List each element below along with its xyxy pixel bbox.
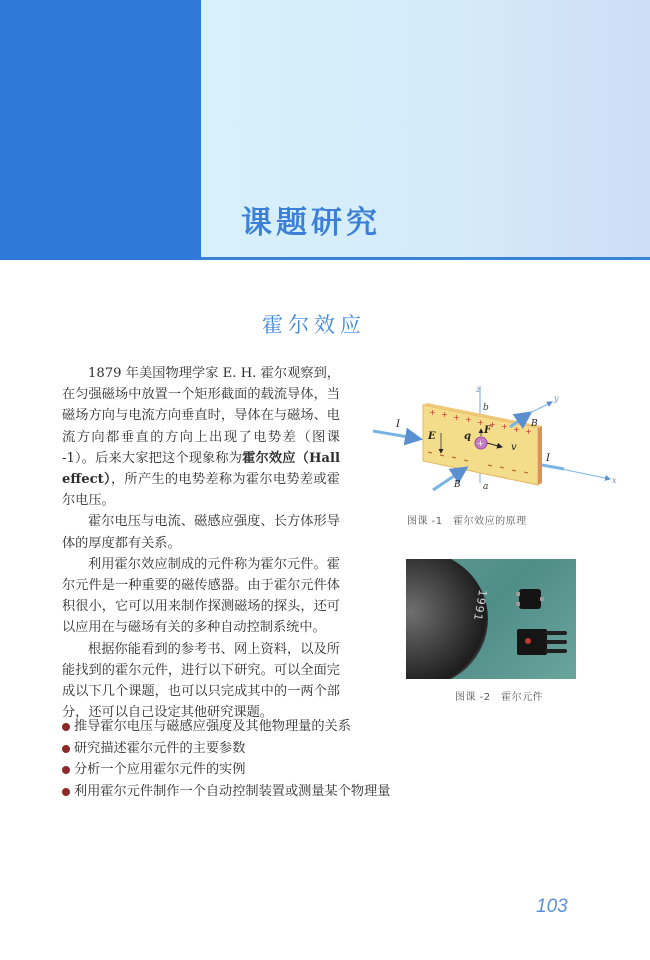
y-axis bbox=[530, 402, 552, 413]
field-front-arrow bbox=[433, 468, 466, 490]
hall-element-large bbox=[517, 629, 547, 655]
label-E: E bbox=[428, 431, 436, 442]
header-left-panel bbox=[0, 0, 201, 260]
list-item bbox=[60, 759, 391, 781]
current-in-arrow bbox=[373, 431, 420, 439]
paragraph-1-tail: ，所产生的电势差称为霍尔电势差或霍尔电压。 bbox=[62, 472, 340, 509]
intro-text-block bbox=[62, 363, 340, 723]
research-topics-list bbox=[60, 716, 391, 802]
svg-text:+: + bbox=[453, 413, 460, 422]
list-item-text: 利用霍尔元件制作一个自动控制装置或测量某个物理量 bbox=[74, 783, 391, 799]
svg-text:+: + bbox=[525, 427, 532, 436]
label-a: a bbox=[483, 482, 489, 492]
svg-text:+: + bbox=[441, 410, 448, 419]
label-I-in: I bbox=[396, 419, 400, 430]
list-item-text: 研究描述霍尔元件的主要参数 bbox=[74, 740, 246, 756]
pin bbox=[545, 640, 567, 644]
list-item-text: 分析一个应用霍尔元件的实例 bbox=[74, 762, 246, 778]
header-divider bbox=[201, 257, 650, 260]
svg-text:+: + bbox=[501, 422, 508, 431]
svg-text:+: + bbox=[477, 439, 484, 448]
svg-text:+: + bbox=[477, 418, 484, 427]
label-I-out: I bbox=[546, 453, 550, 464]
chapter-title: 课题研究 bbox=[241, 205, 381, 241]
figure-1-caption: 图课 -1 霍尔效应的原理 bbox=[407, 516, 527, 527]
list-item bbox=[60, 781, 391, 803]
svg-text:+: + bbox=[465, 415, 472, 424]
label-q: q bbox=[464, 431, 471, 442]
bullet-icon bbox=[62, 723, 70, 731]
paragraph-1-text: 1879 年美国物理学家 E. H. 霍尔观察到，在匀强磁场中放置一个矩形截面的载流导体，当磁场方向与电流方向垂直时，导体在与磁场、电流方向都垂直的方向上出现了电势差（图课 -1）。后来大家把这个现象称为 bbox=[62, 366, 340, 466]
chapter-header-band bbox=[0, 0, 650, 258]
svg-text:+: + bbox=[489, 420, 496, 429]
slab-edge bbox=[538, 426, 542, 485]
section-title: 霍尔效应 bbox=[262, 313, 366, 337]
svg-text:+: + bbox=[429, 408, 436, 417]
bullet-icon bbox=[62, 766, 70, 774]
paragraph-1 bbox=[62, 363, 340, 511]
label-B-back: B bbox=[531, 419, 538, 429]
svg-text:+: + bbox=[513, 425, 520, 434]
hall-element-photo bbox=[406, 559, 576, 679]
label-b: b bbox=[483, 403, 489, 413]
label-y: y bbox=[554, 394, 559, 403]
bullet-icon bbox=[62, 745, 70, 753]
hall-effect-term: 霍尔效应（Hall effect） bbox=[62, 450, 340, 488]
label-v: v bbox=[511, 442, 517, 453]
hall-element-small bbox=[519, 589, 541, 609]
page-number: 103 bbox=[536, 896, 568, 917]
label-B-front: B bbox=[454, 480, 461, 490]
marker-dot bbox=[525, 638, 531, 644]
paragraph-4: 根据你能看到的参考书、网上资料，以及所能找到的霍尔元件，进行以下研究。可以全面完成以下几个课题，也可以只完成其中的一两个部分，还可以自己设定其他研究课题。 bbox=[62, 641, 340, 721]
label-z: z bbox=[476, 385, 481, 394]
figure-2-caption: 图课 -2 霍尔元件 bbox=[455, 692, 544, 703]
list-item bbox=[60, 738, 391, 760]
label-x: x bbox=[612, 476, 617, 485]
list-item bbox=[60, 716, 391, 738]
label-F: F bbox=[484, 425, 492, 436]
coin-year: 1991 bbox=[470, 588, 490, 623]
paragraph-2: 霍尔电压与电流、磁感应强度、长方体形导体的厚度都有关系。 bbox=[62, 514, 340, 551]
bullet-icon bbox=[62, 788, 70, 796]
list-item-text: 推导霍尔电压与磁感应强度及其他物理量的关系 bbox=[74, 719, 351, 734]
pin bbox=[545, 649, 567, 653]
paragraph-3: 利用霍尔效应制成的元件称为霍尔元件。霍尔元件是一种重要的磁传感器。由于霍尔元件体积很小，它可以用来制作探测磁场的探头，还可以应用在与磁场有关的多种自动控制系统中。 bbox=[62, 556, 340, 636]
pin bbox=[545, 631, 567, 635]
hall-effect-diagram bbox=[368, 383, 618, 493]
